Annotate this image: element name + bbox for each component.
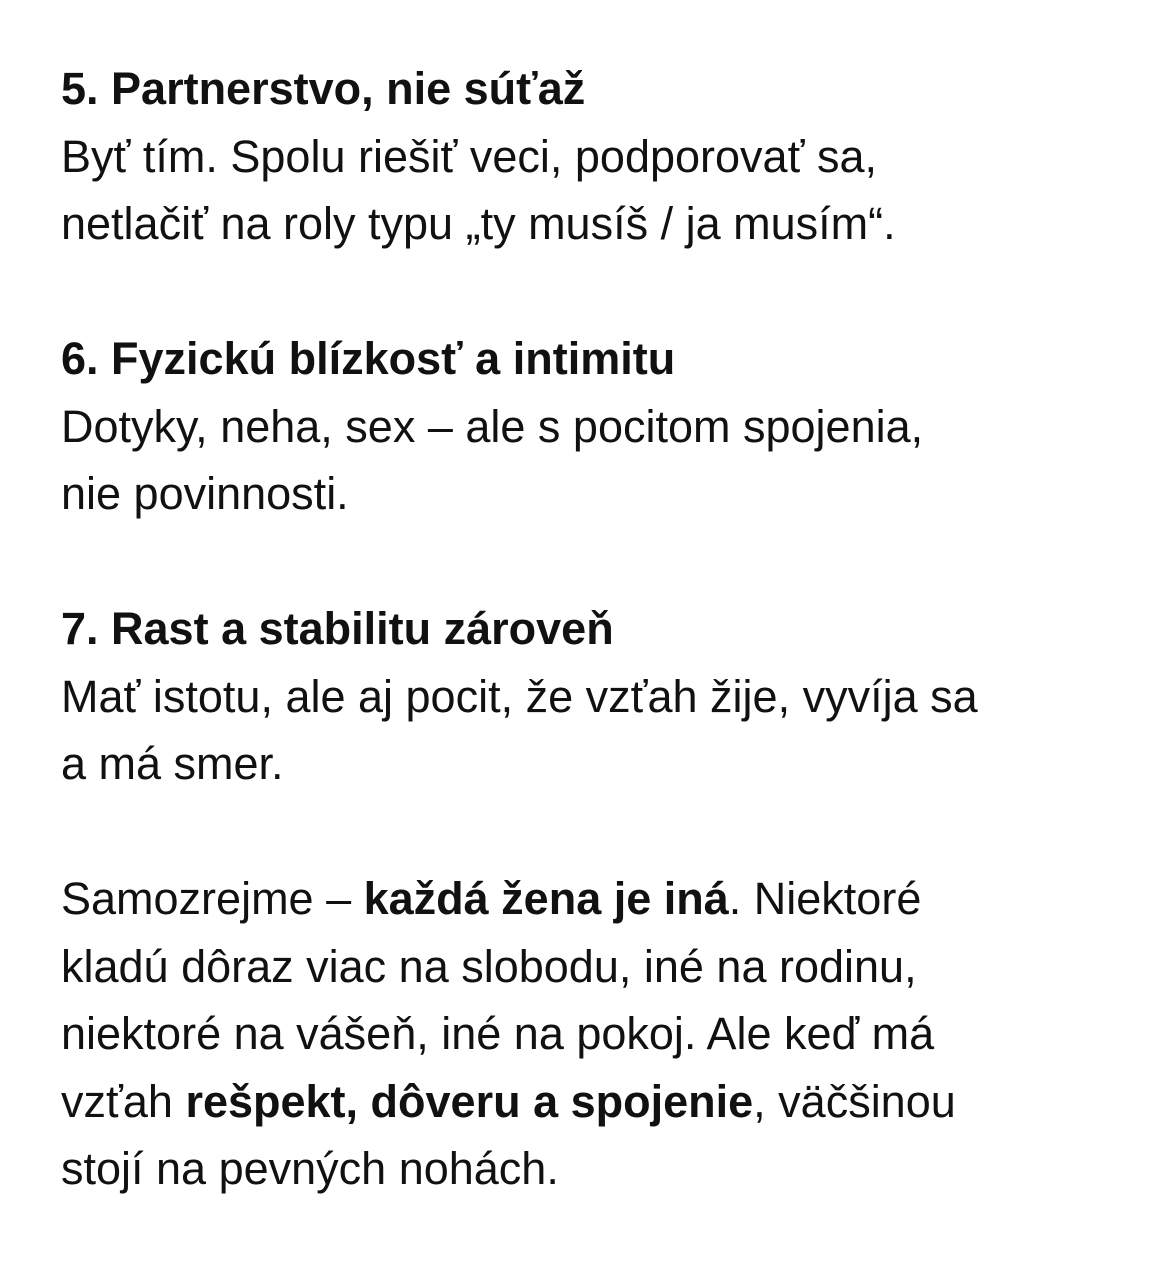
section-intimacy — [61, 325, 1141, 528]
closing-emphasis: rešpekt, dôveru a spojenie — [185, 1075, 754, 1127]
closing-line: niektoré na vášeň, iné na pokoj. Ale keď má — [61, 1008, 935, 1059]
closing-line — [61, 865, 1141, 933]
closing-paragraph — [61, 865, 1141, 1203]
section-body — [61, 393, 1141, 528]
closing-line: stojí na pevných nohách. — [61, 1143, 559, 1194]
body-line: netlačiť na roly typu „ty musíš / ja musím“. — [61, 198, 896, 249]
closing-line: kladú dôraz viac na slobodu, iné na rodinu, — [61, 940, 917, 992]
section-heading: 5. Partnerstvo, nie súťaž — [61, 63, 586, 114]
section-heading: 7. Rast a stabilitu zároveň — [61, 603, 614, 654]
section-heading: 6. Fyzickú blízkosť a intimitu — [61, 333, 676, 384]
document-page — [61, 55, 1141, 1270]
body-line: Byť tím. Spolu riešiť veci, podporovať sa, — [61, 130, 877, 182]
closing-text: , väčšinou — [753, 1075, 956, 1127]
body-line: nie povinnosti. — [61, 468, 349, 519]
body-line: Dotyky, neha, sex – ale s pocitom spojenia, — [61, 400, 924, 452]
body-line: a má smer. — [61, 738, 284, 789]
section-growth-stability — [61, 595, 1141, 798]
closing-text: Samozrejme – — [61, 873, 364, 924]
closing-emphasis: každá žena je iná — [363, 873, 729, 924]
closing-line — [61, 1068, 1141, 1136]
body-line: Mať istotu, ale aj pocit, že vzťah žije, vyvíja sa — [61, 670, 978, 722]
section-body — [61, 663, 1141, 798]
closing-text: . Niektoré — [728, 873, 922, 924]
closing-text: vzťah — [61, 1075, 186, 1127]
section-body — [61, 123, 1141, 258]
section-partnership — [61, 55, 1141, 258]
